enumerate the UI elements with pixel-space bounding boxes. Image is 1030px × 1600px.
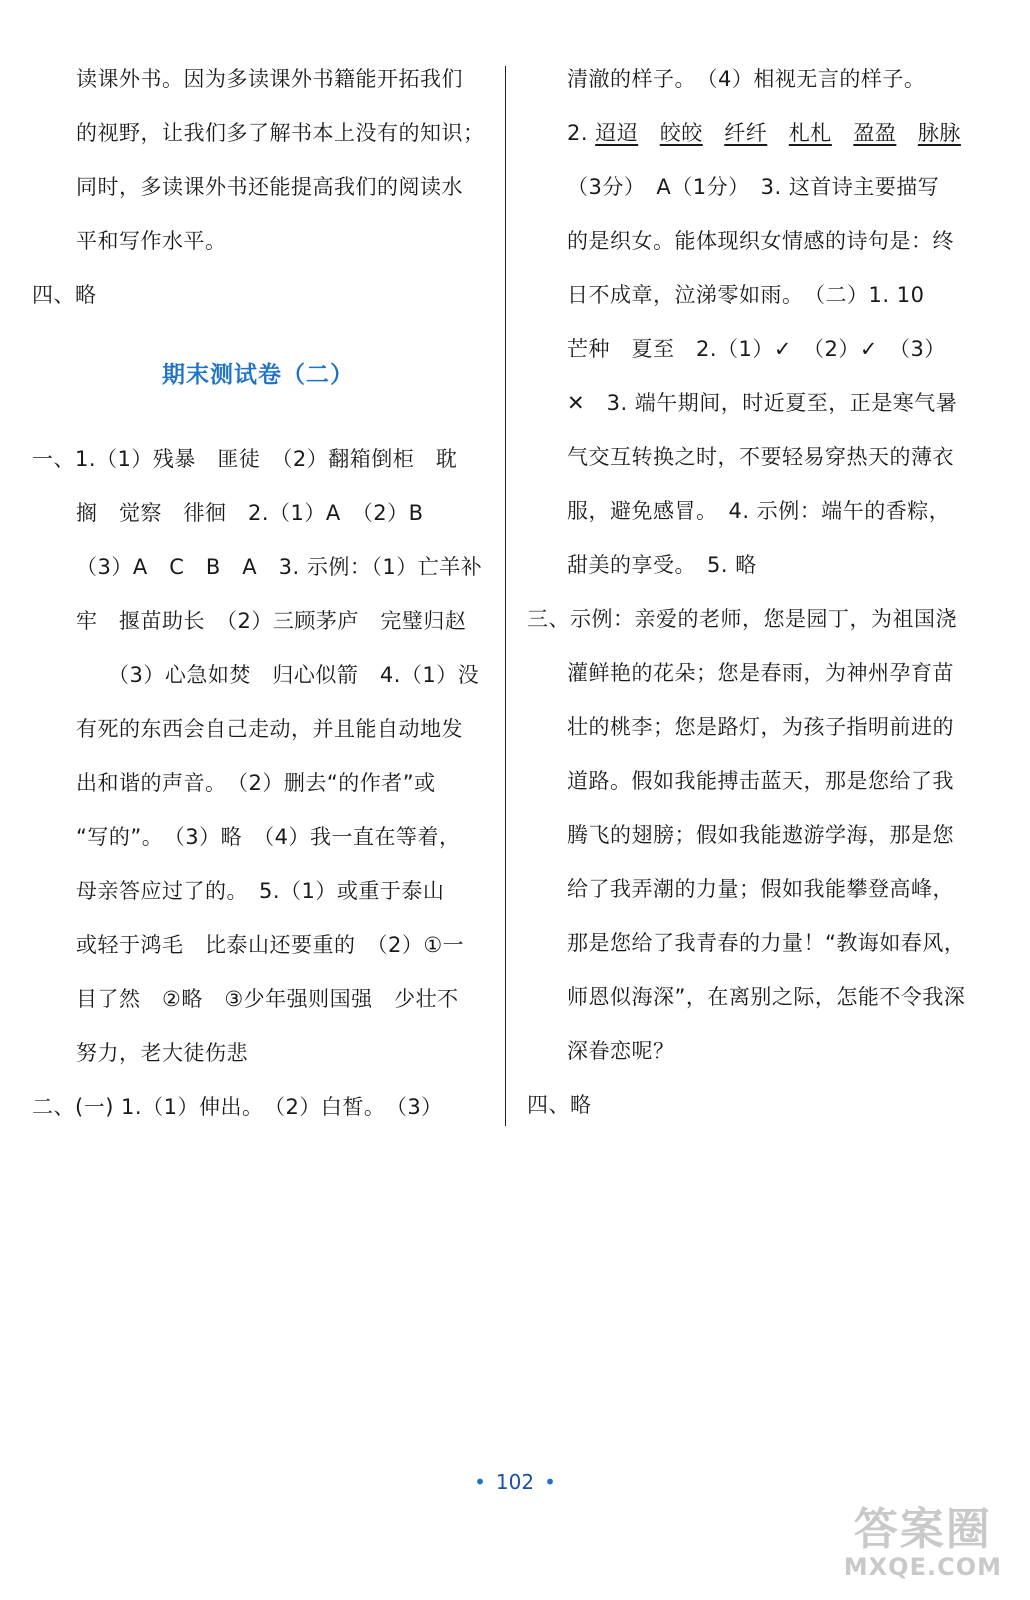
section-four-heading: 四、略 (32, 283, 97, 307)
answer-line: 道路。假如我能搏击蓝天，那是您给了我 (567, 769, 954, 793)
section-three-start: 三、示例：亲爱的老师，您是园丁，为祖国浇 (527, 607, 957, 631)
underlined-word: 迢迢 (595, 121, 639, 145)
underlined-word: 札札 (788, 121, 832, 145)
underlined-word: 盈盈 (853, 121, 897, 145)
watermark-url: MXQE.COM (843, 1553, 1002, 1581)
answer-line: 牢 揠苗助长 （2）三顾茅庐 完璧归赵 (76, 609, 467, 633)
answer-line: “写的”。 （3）略 （4）我一直在等着， (76, 825, 461, 849)
column-divider (505, 66, 506, 1126)
watermark-text: 答案圈 (853, 1504, 992, 1555)
answer-line: 师恩似海深”，在离别之际，怎能不令我深 (567, 985, 966, 1009)
answer-line: 甜美的享受。 5. 略 (567, 553, 757, 577)
answer-line: 日不成章，泣涕零如雨。 （二）1. 10 (567, 283, 925, 307)
right-column (527, 52, 975, 1132)
bullet-icon: • (544, 1470, 556, 1494)
answer-line: 深眷恋呢？ (567, 1039, 675, 1063)
answer-line: 清澈的样子。 （4）相视无言的样子。 (567, 67, 926, 91)
answer-line: 有死的东西会自己走动，并且能自动地发 (76, 717, 463, 741)
answer-line: 出和谐的声音。 （2）删去“的作者”或 (76, 771, 436, 795)
watermark-logo (844, 1506, 1002, 1580)
answer-line: 目了然 ②略 ③少年强则国强 少壮不 (76, 987, 459, 1011)
underlined-word: 脉脉 (917, 121, 961, 145)
answer-line: 的是织女。能体现织女情感的诗句是：终 (567, 229, 954, 253)
answer-line: 一、1.（1）残暴 匪徒 （2）翻箱倒柜 耽 (32, 447, 458, 471)
answer-line: （3）心急如焚 归心似箭 4.（1）没 (108, 663, 480, 687)
answer-line: 的视野，让我们多了解书本上没有的知识； (76, 121, 485, 145)
page-footer (0, 1470, 1030, 1494)
answer-line: 或轻于鸿毛 比泰山还要重的 （2）①一 (76, 933, 465, 957)
underlined-word: 纤纤 (724, 121, 768, 145)
answer-line: 母亲答应过了的。 5.（1）或重于泰山 (76, 879, 445, 903)
answer-line: 服，避免感冒。 4. 示例：端午的香粽， (567, 499, 951, 523)
answer-line: （3分） A（1分） 3. 这首诗主要描写 (567, 175, 940, 199)
answer-line: ✕ 3. 端午期间，时近夏至，正是寒气暑 (567, 391, 958, 415)
answer-line: （3）A C B A 3. 示例：（1）亡羊补 (76, 555, 483, 579)
test-paper-title: 期末测试卷（二） (162, 362, 354, 388)
answer-line: 壮的桃李；您是路灯，为孩子指明前进的 (567, 715, 954, 739)
answer-line: 努力，老大徒伤悲 (76, 1041, 248, 1065)
answer-line: 读课外书。因为多读课外书籍能开拓我们 (76, 67, 463, 91)
answer-line: 给了我弄潮的力量；假如我能攀登高峰， (567, 877, 954, 901)
page-number: 102 (495, 1470, 535, 1494)
answer-line: 芒种 夏至 2.（1）✓ （2）✓ （3） (567, 337, 946, 361)
left-column (32, 52, 484, 322)
question-number: 2. (567, 121, 596, 145)
test-two-answers (32, 432, 484, 1134)
answer-line: 那是您给了我青春的力量！“教诲如春风， (567, 931, 966, 955)
answer-line: 同时，多读课外书还能提高我们的阅读水 (76, 175, 463, 199)
overlapping-words-line (527, 106, 975, 160)
section-four-heading: 四、略 (527, 1093, 592, 1117)
bullet-icon: • (474, 1470, 486, 1494)
answer-line: 腾飞的翅膀；假如我能遨游学海，那是您 (567, 823, 954, 847)
answer-line: 平和写作水平。 (76, 229, 227, 253)
answer-line: 搁 觉察 徘徊 2.（1）A （2）B (76, 501, 424, 525)
answer-line: 灌鲜艳的花朵；您是春雨，为神州孕育苗 (567, 661, 954, 685)
answer-line: 二、(一) 1.（1）伸出。 （2）白皙。 （3） (32, 1095, 443, 1119)
answer-line: 气交互转换之时，不要轻易穿热天的薄衣 (567, 445, 954, 469)
underlined-word: 皎皎 (659, 121, 703, 145)
